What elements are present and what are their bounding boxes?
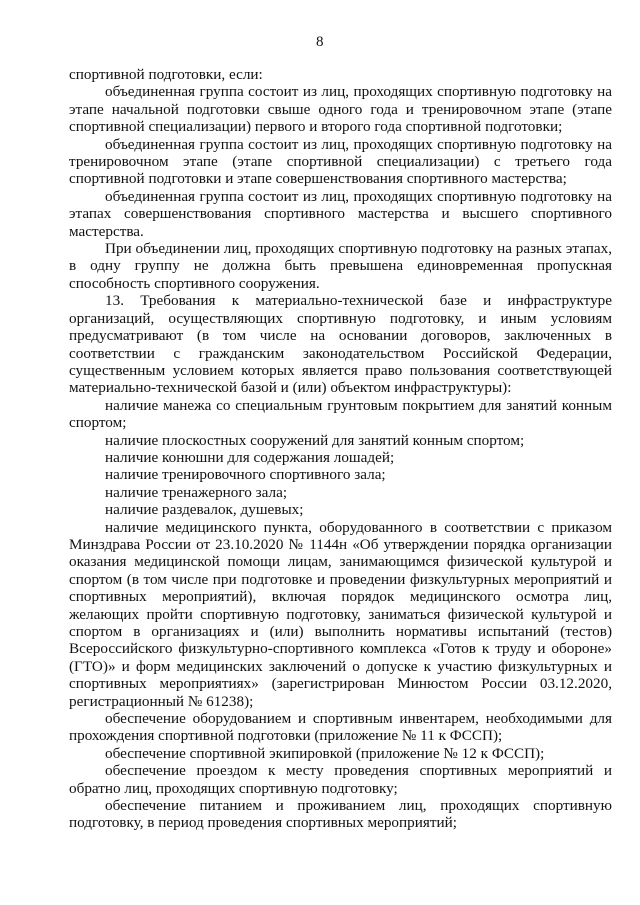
document-body bbox=[69, 66, 612, 832]
paragraph: наличие плоскостных сооружений для занятий конным спортом; bbox=[105, 431, 525, 449]
paragraph: наличие тренировочного спортивного зала; bbox=[105, 466, 386, 484]
paragraph: обеспечение оборудованием и спортивным инвентарем, необходимыми для прохождения спортивной подготовки (приложение № 11 к ФССП); bbox=[69, 710, 612, 745]
paragraph: обеспечение питанием и проживанием лиц, проходящих спортивную подготовку, в период проведения спортивных мероприятий; bbox=[69, 797, 612, 832]
paragraph: наличие раздевалок, душевых; bbox=[105, 501, 304, 519]
paragraph: объединенная группа состоит из лиц, проходящих спортивную подготовку на этапе начальной подготовки свыше одного года и тренировочном этапе (этапе спортивной специализации) первого и второго года спортивной подготовки; bbox=[69, 83, 612, 136]
paragraph: объединенная группа состоит из лиц, проходящих спортивную подготовку на этапах совершенствования спортивного мастерства и высшего спортивного мастерства. bbox=[69, 187, 612, 240]
paragraph: При объединении лиц, проходящих спортивную подготовку на разных этапах, в одну группу не должна быть превышена единовременная пропускная способность спортивного сооружения. bbox=[69, 240, 612, 292]
paragraph: обеспечение проездом к месту проведения спортивных мероприятий и обратно лиц, проходящих спортивную подготовку; bbox=[69, 762, 612, 797]
paragraph: наличие тренажерного зала; bbox=[105, 483, 288, 501]
paragraph: объединенная группа состоит из лиц, проходящих спортивную подготовку на тренировочном этапе (этапе спортивной специализации) с третьего года спортивной подготовки и этапе совершенствования спортивного мастерства; bbox=[69, 135, 612, 188]
paragraph: 13. Требования к материально-технической базе и инфраструктуре организаций, осуществляющих спортивную подготовку, и иным условиям предусматривают (в том числе на основании договоров, заключенных в соответствии с гражданским законодательством Российской Федерации, существенным условием которых является право пользования соответствующей материально-технической базой и (или) объектом инфраструктуры): bbox=[69, 292, 612, 397]
page-number: 8 bbox=[316, 34, 324, 50]
paragraph: наличие манежа со специальным грунтовым покрытием для занятий конным спортом; bbox=[69, 396, 612, 432]
paragraph: наличие медицинского пункта, оборудованного в соответствии с приказом Минздрава России от 23.10.2020 № 1144н «Об утверждении порядка организации оказания медицинской помощи лицам, занимающимся физической культурой и спортом (в том числе при подготовке и проведении физкультурных мероприятий и спортивных мероприятий), включая порядок медицинского осмотра лиц, желающих пройти спортивную подготовку, заниматься физической культурой и спортом в организациях и (или) выполнить нормативы испытаний (тестов) Всероссийского физкультурно-спортивного комплекса «Готов к труду и обороне» (ГТО)» и форм медицинских заключений о допуске к участию физкультурных и спортивных мероприятиях» (зарегистрирован Минюстом России 03.12.2020, регистрационный № 61238); bbox=[69, 518, 612, 710]
paragraph: обеспечение спортивной экипировкой (приложение № 12 к ФССП); bbox=[105, 744, 545, 762]
paragraph: наличие конюшни для содержания лошадей; bbox=[105, 448, 395, 466]
paragraph: спортивной подготовки, если: bbox=[69, 66, 263, 83]
